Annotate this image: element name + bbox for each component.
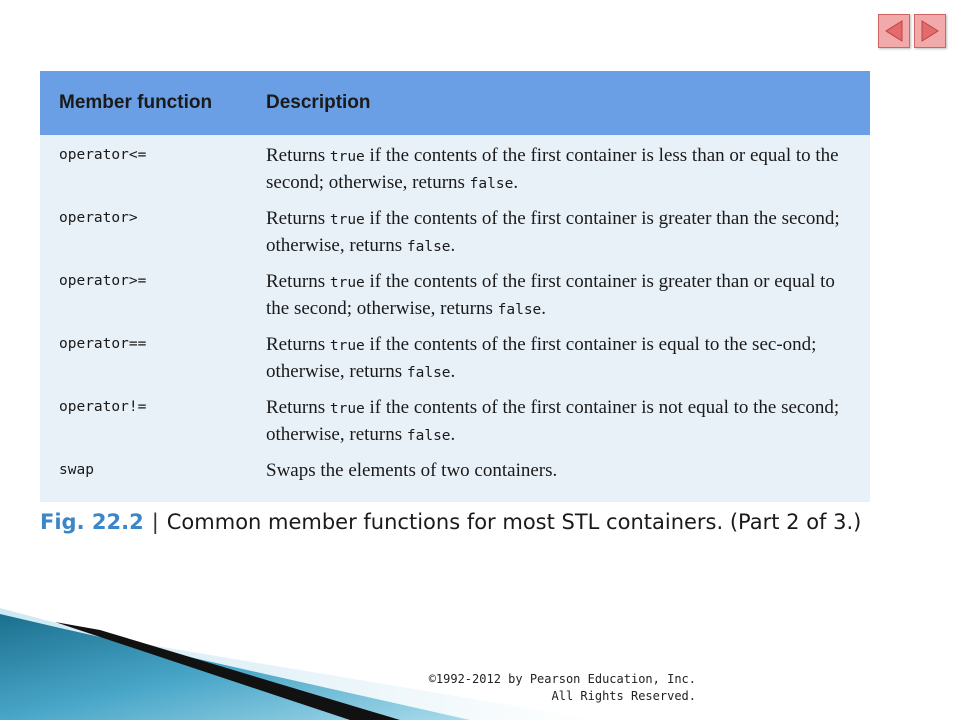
previous-slide-button[interactable] [878, 14, 910, 48]
figure-caption [40, 506, 900, 539]
figure-label: Fig. 22.2 [40, 510, 144, 534]
description-text: if the contents of the first container is greater than or equal to the second; otherwise, returns [266, 271, 835, 319]
member-function-name: operator== [59, 336, 147, 352]
function-description [266, 458, 856, 484]
description-text: Returns [266, 334, 330, 355]
description-text: if the contents of the first container is greater than the second; otherwise, returns [266, 208, 840, 256]
member-function-name: operator!= [59, 399, 147, 415]
table-row [40, 143, 870, 197]
description-text: Returns [266, 271, 330, 292]
table-row [40, 458, 870, 484]
description-text: . [450, 361, 456, 382]
member-functions-table [40, 71, 870, 502]
description-text: Returns [266, 397, 330, 418]
member-function-name: operator> [59, 210, 138, 226]
description-text: . [513, 172, 519, 193]
copyright-line: ©1992-2012 by Pearson Education, Inc. [428, 672, 696, 686]
description-text: if the contents of the first container is not equal to the second; otherwise, returns [266, 397, 840, 445]
triangle-right-icon [919, 19, 941, 43]
description-text: if the contents of the first container is equal to the sec-ond; otherwise, returns [266, 334, 817, 382]
table-row [40, 269, 870, 323]
code-literal: false [406, 239, 451, 255]
code-literal: false [406, 365, 451, 381]
code-literal: true [329, 149, 365, 165]
code-literal: true [329, 338, 365, 354]
next-slide-button[interactable] [914, 14, 946, 48]
caption-text: Common member functions for most STL containers. (Part 2 of 3.) [166, 510, 862, 534]
table-body [40, 135, 870, 502]
code-literal: true [329, 275, 365, 291]
rights-line: All Rights Reserved. [551, 689, 696, 703]
code-literal: false [469, 176, 514, 192]
code-literal: false [406, 428, 451, 444]
description-text: . [541, 298, 547, 319]
table-row [40, 395, 870, 449]
function-description [266, 206, 856, 260]
triangle-left-icon [883, 19, 905, 43]
description-text: Returns [266, 208, 330, 229]
member-function-name: operator<= [59, 147, 147, 163]
description-text: if the contents of the first container is less than or equal to the second; otherwise, returns [266, 145, 839, 193]
table-row [40, 206, 870, 260]
function-description [266, 143, 856, 197]
code-literal: true [329, 212, 365, 228]
description-text: . [450, 424, 456, 445]
member-function-name: operator>= [59, 273, 147, 289]
header-member-function: Member function [59, 92, 213, 113]
table-row [40, 332, 870, 386]
description-text: Swaps the elements of two containers. [266, 460, 558, 481]
slide-navigation [878, 14, 946, 48]
function-description [266, 269, 856, 323]
table-header [40, 71, 870, 135]
header-description: Description [266, 92, 371, 113]
copyright-notice [380, 671, 696, 705]
function-description [266, 332, 856, 386]
description-text: Returns [266, 145, 330, 166]
caption-separator: | [151, 510, 159, 534]
function-description [266, 395, 856, 449]
member-function-name: swap [59, 462, 94, 478]
description-text: . [450, 235, 456, 256]
code-literal: false [497, 302, 542, 318]
code-literal: true [329, 401, 365, 417]
